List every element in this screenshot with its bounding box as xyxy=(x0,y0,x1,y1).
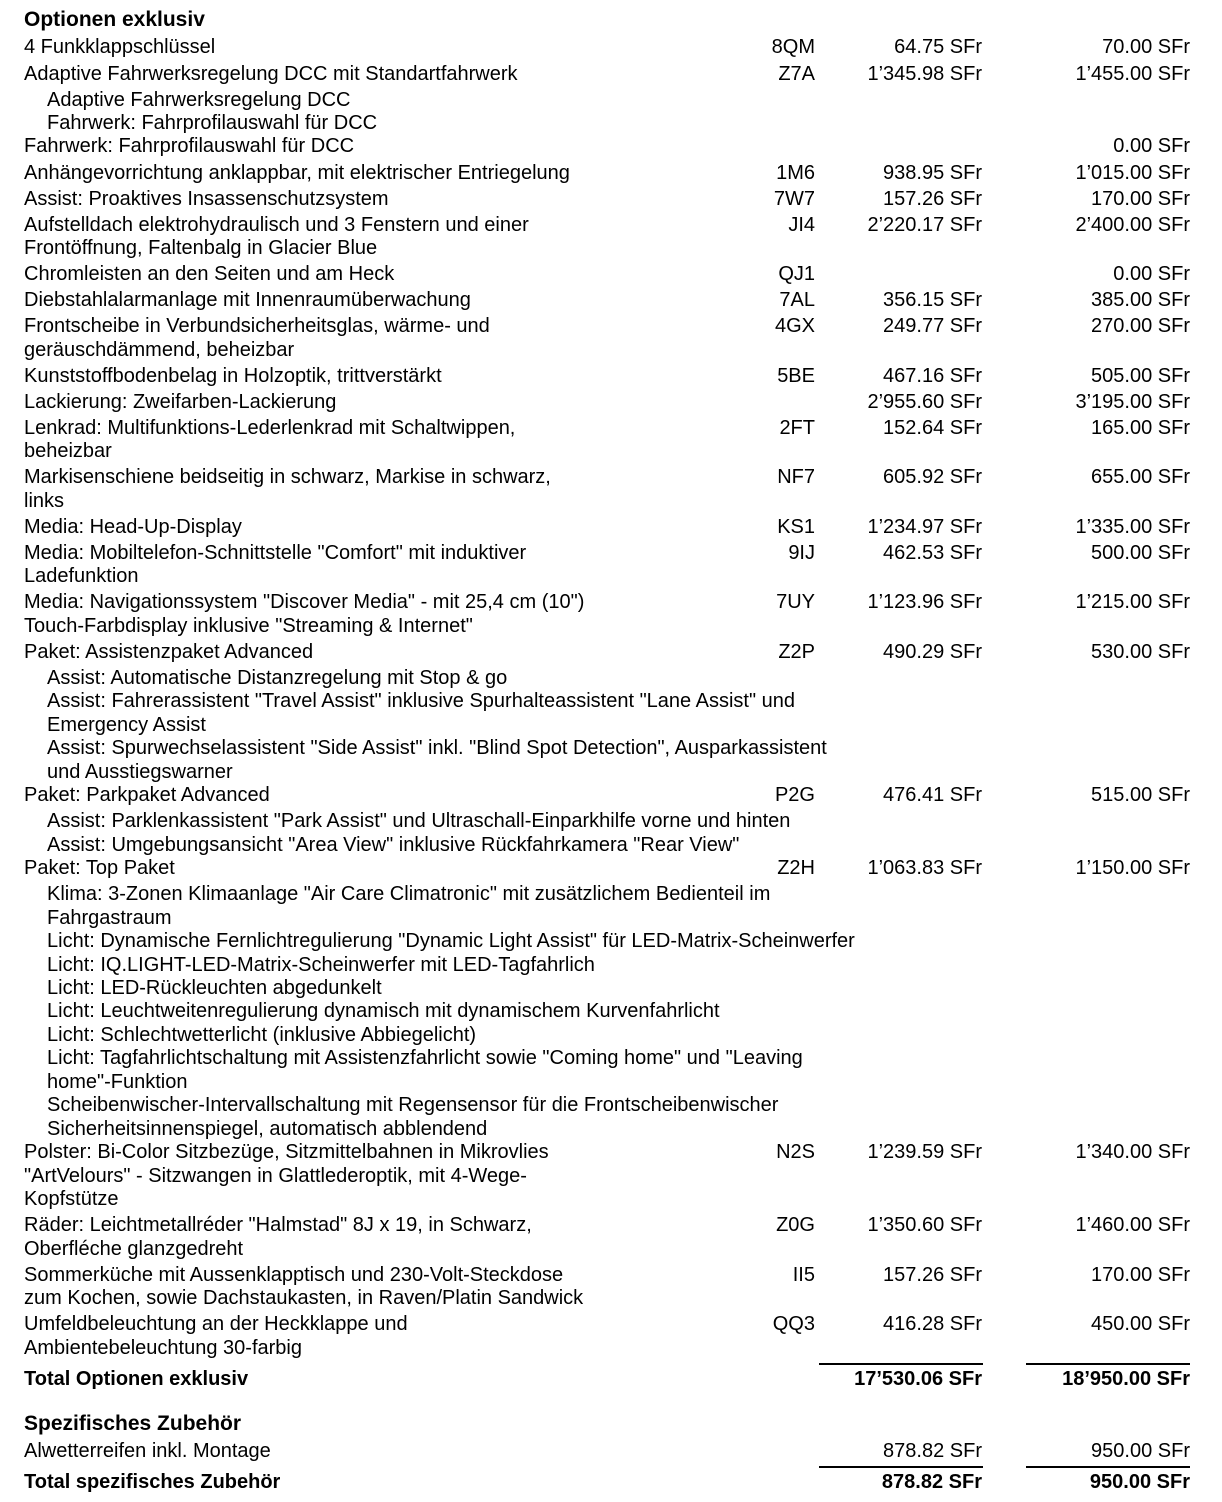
option-description: Alwetterreifen inkl. Montage xyxy=(24,1440,271,1462)
option-description: Lenkrad: Multifunktions-Lederlenkrad mit Schaltwippen, xyxy=(24,416,516,439)
total-net: 878.82 SFr xyxy=(881,1471,982,1494)
option-gross-price: 1’335.00 SFr xyxy=(1075,515,1190,538)
option-gross-price: 1’015.00 SFr xyxy=(1075,161,1190,184)
option-description: "ArtVelours" - Sitzwangen in Glattlederoptik, mit 4-Wege- xyxy=(24,1164,527,1187)
option-description: Paket: Assistenzpaket Advanced xyxy=(24,640,314,663)
option-net-price: 249.77 SFr xyxy=(883,315,982,338)
option-code: 7W7 xyxy=(773,187,815,210)
option-description: Räder: Leichtmetallréder "Halmstad" 8J x 19, in Schwarz, xyxy=(24,1214,532,1237)
option-code: 4GX xyxy=(774,315,815,338)
option-description: Adaptive Fahrwerksregelung DCC mit Standartfahrwerk xyxy=(24,62,518,85)
option-gross-price: 1’455.00 SFr xyxy=(1075,62,1190,85)
option-gross-price: 515.00 SFr xyxy=(1091,784,1190,807)
option-description: Media: Head-Up-Display xyxy=(24,515,242,538)
option-description: Media: Mobiltelefon-Schnittstelle "Comfort" mit induktiver xyxy=(24,541,527,564)
total-label: Total Optionen exklusiv xyxy=(24,1367,249,1390)
option-net-price: 64.75 SFr xyxy=(894,36,982,59)
option-code: Z7A xyxy=(778,62,815,85)
included-feature: Licht: Leuchtweitenregulierung dynamisch mit dynamischem Kurvenfahrlicht xyxy=(47,1000,720,1023)
option-description: Ladefunktion xyxy=(24,565,139,588)
sum-rule xyxy=(819,1466,983,1468)
option-description: Paket: Top Paket xyxy=(24,857,175,880)
option-gross-price: 165.00 SFr xyxy=(1091,416,1190,439)
option-description: Kopfstütze xyxy=(24,1188,119,1210)
option-description: Lackierung: Zweifarben-Lackierung xyxy=(24,390,337,413)
option-description: Umfeldbeleuchtung an der Heckklappe und xyxy=(24,1313,408,1336)
included-feature: Licht: Tagfahrlichtschaltung mit Assistenzfahrlicht sowie "Coming home" und "Leaving xyxy=(47,1047,803,1070)
option-net-price: 2’220.17 SFr xyxy=(867,213,982,236)
option-code: 1M6 xyxy=(776,161,815,184)
option-gross-price: 1’150.00 SFr xyxy=(1075,857,1190,880)
option-description: Sommerküche mit Aussenklapptisch und 230-Volt-Steckdose xyxy=(24,1263,564,1286)
option-gross-price: 270.00 SFr xyxy=(1091,315,1190,338)
included-feature: Licht: LED-Rückleuchten abgedunkelt xyxy=(47,976,382,999)
option-code: 9IJ xyxy=(788,541,815,564)
option-net-price: 605.92 SFr xyxy=(883,466,982,489)
option-net-price: 152.64 SFr xyxy=(883,416,982,439)
option-gross-price: 1’340.00 SFr xyxy=(1075,1141,1190,1164)
option-description: beheizbar xyxy=(24,440,112,463)
included-feature: Fahrgastraum xyxy=(47,906,172,929)
included-feature: Assist: Umgebungsansicht "Area View" inklusive Rückfahrkamera "Rear View" xyxy=(47,833,740,856)
included-feature: Emergency Assist xyxy=(47,713,206,736)
option-code: JI4 xyxy=(788,213,815,236)
option-code: II5 xyxy=(792,1263,815,1286)
sum-rule xyxy=(1026,1466,1190,1468)
option-description: Aufstelldach elektrohydraulisch und 3 Fenstern und einer xyxy=(24,213,529,236)
option-gross-price: 0.00 SFr xyxy=(1113,135,1190,158)
option-description: Touch-Farbdisplay inklusive "Streaming & Internet" xyxy=(24,614,473,637)
option-description: Oberfléche glanzgedreht xyxy=(24,1237,244,1260)
option-code: QJ1 xyxy=(778,263,815,286)
option-description: Diebstahlalarmanlage mit Innenraumüberwachung xyxy=(24,289,471,312)
option-net-price: 1’350.60 SFr xyxy=(867,1214,982,1237)
option-description: links xyxy=(24,489,65,512)
option-gross-price: 0.00 SFr xyxy=(1113,263,1190,286)
sum-rule xyxy=(819,1363,983,1365)
option-description: geräuschdämmend, beheizbar xyxy=(24,338,295,361)
option-net-price: 1’345.98 SFr xyxy=(867,62,982,85)
included-feature: Scheibenwischer-Intervallschaltung mit Regensensor für die Frontscheibenwischer xyxy=(47,1094,779,1117)
sum-rule xyxy=(1026,1363,1190,1365)
included-feature: Assist: Spurwechselassistent "Side Assist" inkl. "Blind Spot Detection", Ausparkassistent xyxy=(47,737,827,760)
option-gross-price: 170.00 SFr xyxy=(1091,187,1190,210)
included-feature: Fahrwerk: Fahrprofilauswahl für DCC xyxy=(47,112,378,134)
option-code: 8QM xyxy=(771,36,815,59)
option-description: Assist: Proaktives Insassenschutzsystem xyxy=(24,187,389,210)
option-description: Chromleisten an den Seiten und am Heck xyxy=(24,263,395,286)
included-feature: und Ausstiegswarner xyxy=(47,760,233,783)
option-gross-price: 1’460.00 SFr xyxy=(1075,1214,1190,1237)
option-description: 4 Funkklappschlüssel xyxy=(24,36,216,59)
option-gross-price: 655.00 SFr xyxy=(1091,466,1190,489)
total-label: Total spezifisches Zubehör xyxy=(24,1471,281,1494)
option-gross-price: 450.00 SFr xyxy=(1091,1313,1190,1336)
option-gross-price: 385.00 SFr xyxy=(1091,289,1190,312)
option-net-price: 878.82 SFr xyxy=(883,1440,982,1462)
option-code: Z2H xyxy=(777,857,815,880)
included-feature: Adaptive Fahrwerksregelung DCC xyxy=(47,88,351,111)
option-code: P2G xyxy=(774,784,815,807)
option-description: Anhängevorrichtung anklappbar, mit elektrischer Entriegelung xyxy=(24,161,570,184)
total-net: 17’530.06 SFr xyxy=(854,1367,982,1390)
included-feature: Licht: Schlechtwetterlicht (inklusive Abbiegelicht) xyxy=(47,1023,477,1046)
option-description: Fahrwerk: Fahrprofilauswahl für DCC xyxy=(24,135,355,158)
option-net-price: 467.16 SFr xyxy=(883,364,982,387)
option-gross-price: 3’195.00 SFr xyxy=(1075,390,1190,413)
included-feature: Sicherheitsinnenspiegel, automatisch abblendend xyxy=(47,1117,488,1140)
option-description: Ambientebeleuchtung 30-farbig xyxy=(24,1336,302,1359)
option-code: 7UY xyxy=(776,591,815,614)
option-net-price: 2’955.60 SFr xyxy=(867,390,982,413)
option-net-price: 1’234.97 SFr xyxy=(867,515,982,538)
option-gross-price: 1’215.00 SFr xyxy=(1075,591,1190,614)
option-description: Media: Navigationssystem "Discover Media" - mit 25,4 cm (10") xyxy=(24,591,585,614)
option-code: QQ3 xyxy=(772,1313,815,1336)
option-code: Z2P xyxy=(778,640,815,663)
option-description: Frontöffnung, Faltenbalg in Glacier Blue xyxy=(24,237,378,260)
included-feature: Assist: Fahrerassistent "Travel Assist" inklusive Spurhalteassistent "Lane Assist" und xyxy=(47,690,795,713)
total-gross: 18’950.00 SFr xyxy=(1062,1367,1190,1390)
option-net-price: 476.41 SFr xyxy=(883,784,982,807)
option-net-price: 1’239.59 SFr xyxy=(867,1141,982,1164)
total-gross: 950.00 SFr xyxy=(1089,1471,1190,1494)
option-code: 7AL xyxy=(779,289,815,312)
option-description: Paket: Parkpaket Advanced xyxy=(24,784,270,807)
option-gross-price: 70.00 SFr xyxy=(1102,36,1190,59)
option-gross-price: 2’400.00 SFr xyxy=(1075,213,1190,236)
option-net-price: 938.95 SFr xyxy=(883,161,982,184)
option-code: 5BE xyxy=(777,364,815,387)
section-heading: Spezifisches Zubehör xyxy=(24,1411,242,1435)
included-feature: Licht: IQ.LIGHT-LED-Matrix-Scheinwerfer mit LED-Tagfahrlich xyxy=(47,953,595,976)
included-feature: Assist: Automatische Distanzregelung mit Stop & go xyxy=(47,666,508,689)
included-feature: Klima: 3-Zonen Klimaanlage "Air Care Climatronic" mit zusätzlichem Bedienteil im xyxy=(47,883,771,906)
option-net-price: 462.53 SFr xyxy=(883,541,982,564)
option-code: NF7 xyxy=(777,466,815,489)
option-description: Polster: Bi-Color Sitzbezüge, Sitzmittelbahnen in Mikrovlies xyxy=(24,1141,549,1164)
included-feature: Licht: Dynamische Fernlichtregulierung "Dynamic Light Assist" für LED-Matrix-Scheinwerfer xyxy=(47,930,855,953)
option-code: 2FT xyxy=(779,416,815,439)
option-net-price: 157.26 SFr xyxy=(883,1263,982,1286)
option-description: zum Kochen, sowie Dachstaukasten, in Raven/Platin Sandwick xyxy=(24,1287,584,1309)
option-gross-price: 950.00 SFr xyxy=(1091,1440,1190,1462)
option-gross-price: 500.00 SFr xyxy=(1091,541,1190,564)
option-code: N2S xyxy=(776,1141,815,1164)
included-feature: home"-Funktion xyxy=(47,1070,188,1093)
included-feature: Assist: Parklenkassistent "Park Assist" und Ultraschall-Einparkhilfe vorne und hinten xyxy=(47,810,791,833)
option-net-price: 1’123.96 SFr xyxy=(867,591,982,614)
option-gross-price: 530.00 SFr xyxy=(1091,640,1190,663)
option-description: Kunststoffbodenbelag in Holzoptik, trittverstärkt xyxy=(24,364,442,387)
option-description: Frontscheibe in Verbundsicherheitsglas, wärme- und xyxy=(24,315,490,338)
option-net-price: 416.28 SFr xyxy=(883,1313,982,1336)
option-gross-price: 170.00 SFr xyxy=(1091,1263,1190,1286)
section-heading: Optionen exklusiv xyxy=(24,8,205,31)
option-net-price: 1’063.83 SFr xyxy=(867,857,982,880)
option-code: Z0G xyxy=(776,1214,815,1237)
option-net-price: 356.15 SFr xyxy=(883,289,982,312)
option-code: KS1 xyxy=(777,515,815,538)
option-net-price: 490.29 SFr xyxy=(883,640,982,663)
option-gross-price: 505.00 SFr xyxy=(1091,364,1190,387)
option-net-price: 157.26 SFr xyxy=(883,187,982,210)
option-description: Markisenschiene beidseitig in schwarz, Markise in schwarz, xyxy=(24,466,551,489)
